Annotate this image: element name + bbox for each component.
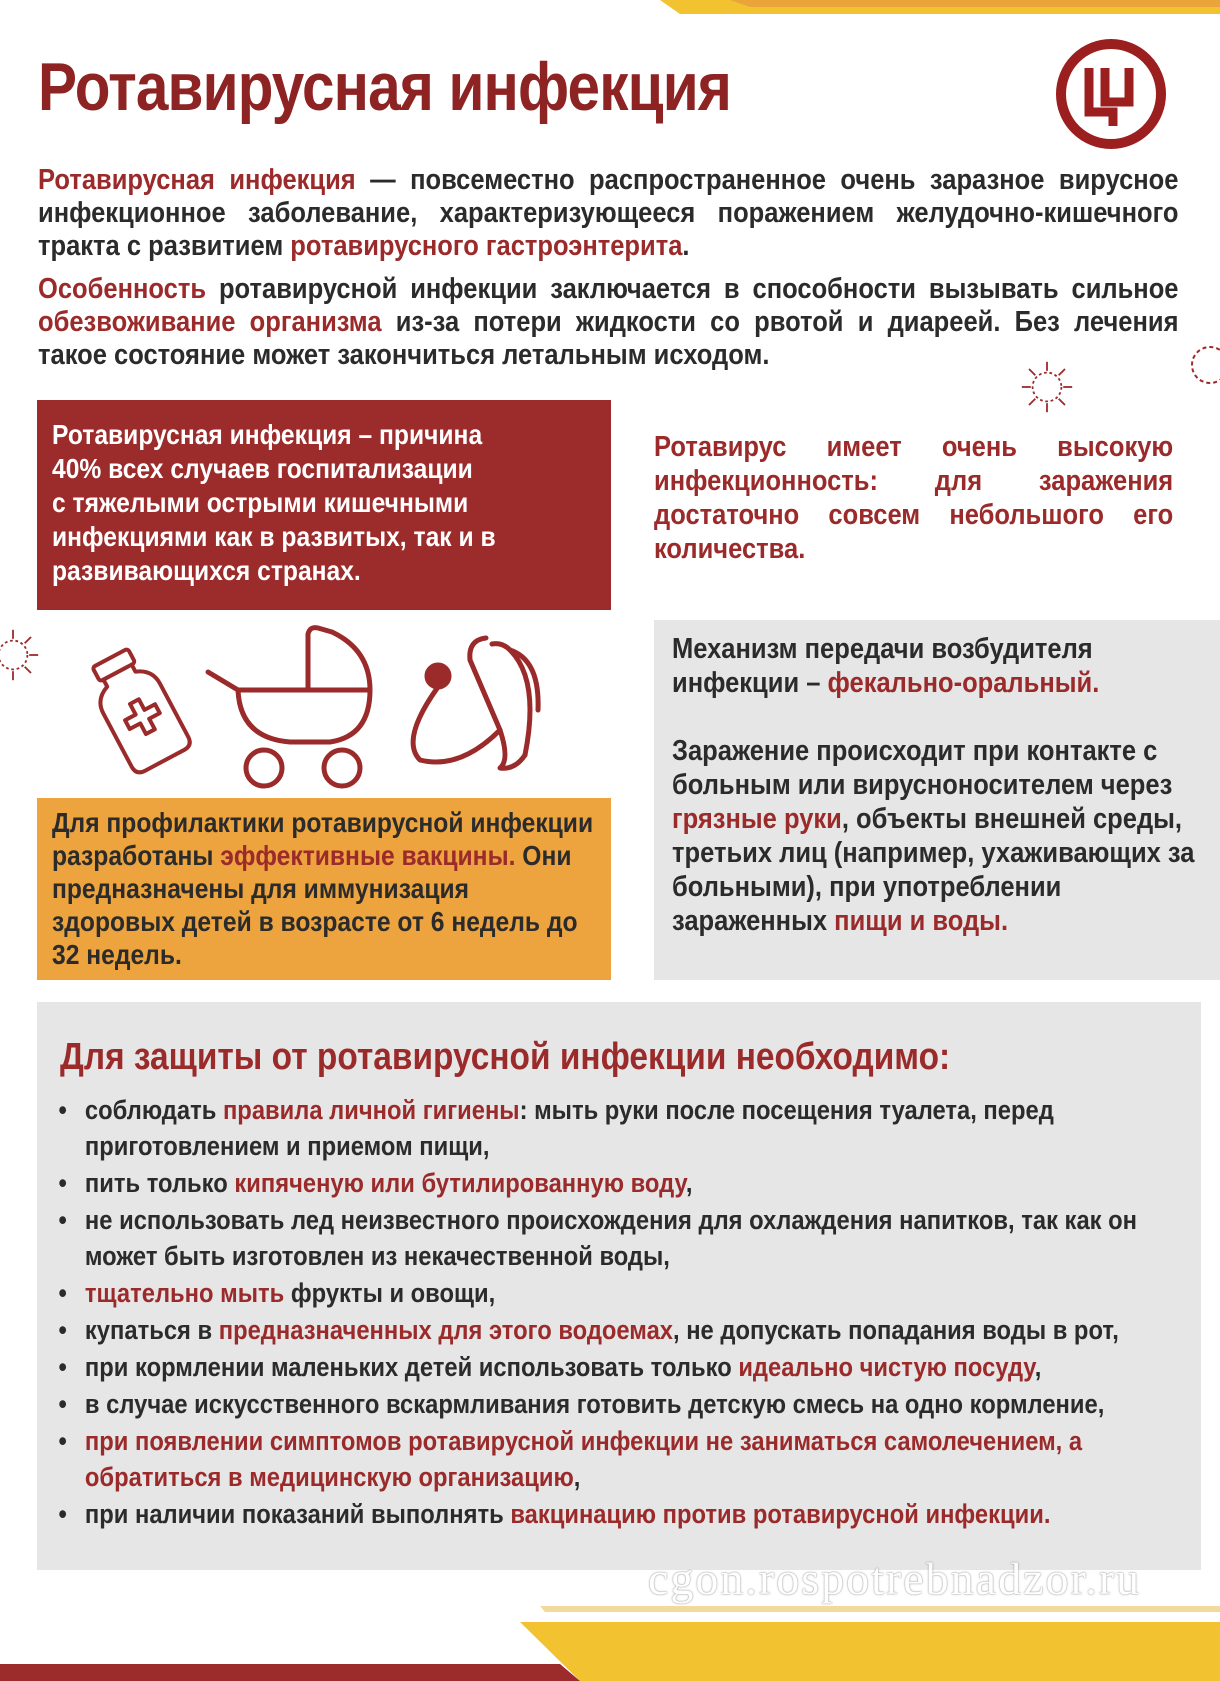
list-item — [55, 1275, 1164, 1311]
text-segment: фрукты и овощи, — [284, 1278, 496, 1308]
list-item — [55, 1386, 1164, 1422]
text-line: Ротавирусная инфекция – причина — [52, 419, 483, 450]
watermark: cgon.rospotrebnadzor.ru — [648, 1553, 1142, 1604]
intro-paragraph-feature — [38, 273, 1178, 372]
text-line: развивающихся странах. — [52, 555, 361, 586]
text-segment: пить только — [84, 1168, 235, 1198]
intro-paragraph-definition — [38, 164, 1178, 263]
text-line: 40% всех случаев госпитализации — [52, 453, 473, 484]
highlighted-text: идеально чистую посуду — [738, 1352, 1035, 1382]
infectivity-text-body: Ротавирус имеет очень высокую инфекционность: для заражения достаточно совсем небольшого его количества. — [654, 431, 1174, 565]
highlighted-text: тщательно мыть — [84, 1278, 285, 1308]
highlighted-text: предназначенных для этого водоемах — [218, 1315, 674, 1345]
text-segment: не использовать лед неизвестного происхождения для охлаждения напитков, так как он может быть изготовлен из некачественной воды, — [84, 1205, 1138, 1271]
medical-icons-row — [70, 620, 590, 790]
highlighted-text: ротавирусного гастроэнтерита — [290, 230, 683, 262]
text-segment: купаться в — [84, 1315, 219, 1345]
text-segment: Механизм передачи возбудителя инфекции – — [672, 633, 1093, 699]
baby-stroller-icon — [208, 628, 370, 786]
text-segment: соблюдать — [84, 1095, 223, 1125]
highlighted-text: фекально-оральный. — [827, 667, 1100, 699]
text-line: с тяжелыми острыми кишечными — [52, 487, 469, 518]
text-segment: : мыть руки после посещения туалета, перед приготовлением и приемом пищи, — [84, 1095, 1054, 1161]
transmission-mechanism-text — [672, 632, 1200, 700]
text-segment: , — [573, 1462, 581, 1492]
list-item — [55, 1496, 1164, 1532]
text-segment: при наличии показаний выполнять — [84, 1499, 511, 1529]
text-segment: Они предназначены для иммунизация здоровых детей в возрасте от 6 недель до 32 недель. — [52, 840, 578, 970]
highlighted-text: Ротавирусная инфекция — [38, 164, 356, 196]
list-item — [55, 1349, 1164, 1385]
text-segment: , не допускать попадания воды в рот, — [673, 1315, 1119, 1345]
page-title: Ротавирусная инфекция — [38, 49, 732, 125]
text-segment: . — [682, 230, 690, 262]
stethoscope-icon — [413, 638, 538, 768]
bottom-stripe-decoration — [0, 1606, 1220, 1681]
highlighted-text: при появлении симптомов ротавирусной инфекции не заниматься самолечением, а обратиться в медицинскую организацию — [84, 1426, 1083, 1492]
hospitalization-fact-text — [52, 418, 598, 588]
virus-icon — [1180, 335, 1220, 395]
text-segment: , — [685, 1168, 693, 1198]
text-segment: в случае искусственного вскармливания готовить детскую смесь на одно кормление, — [84, 1389, 1105, 1419]
rospotrebnadzor-logo — [1055, 38, 1167, 150]
highlighted-text: обезвоживание организма — [38, 306, 382, 338]
infection-route-text — [672, 734, 1200, 938]
highlighted-text: эффективные вакцины. — [220, 840, 516, 871]
text-segment: Заражение происходит при контакте с больным или вирусноносителем через — [672, 735, 1173, 801]
text-segment: при кормлении маленьких детей использовать только — [84, 1352, 739, 1382]
infectivity-text — [654, 430, 1174, 566]
highlighted-text: кипяченую или бутилированную воду — [234, 1168, 686, 1198]
list-item — [55, 1312, 1164, 1348]
list-item — [55, 1092, 1164, 1164]
highlighted-text: Особенность — [38, 273, 207, 305]
virus-icon — [0, 628, 40, 682]
highlighted-text: пищи и воды. — [834, 905, 1009, 937]
medicine-bottle-icon — [82, 643, 193, 775]
text-segment: из-за потери жидкости со рвотой и диареей. Без лечения такое состояние может закончиться летальным исходом. — [38, 306, 1179, 371]
text-segment: , — [1034, 1352, 1042, 1382]
highlighted-text: грязные руки — [672, 803, 842, 835]
top-stripe-decoration — [660, 0, 1220, 14]
text-line: инфекциями как в развитых, так и в — [52, 521, 496, 552]
protection-heading: Для защиты от ротавирусной инфекции необходимо: — [60, 1036, 951, 1078]
vaccine-box — [37, 798, 611, 980]
list-item — [55, 1165, 1164, 1201]
hospitalization-fact-box — [37, 400, 611, 610]
vaccine-text — [52, 806, 598, 971]
list-item — [55, 1202, 1164, 1274]
virus-icon — [1020, 360, 1074, 414]
text-segment: — повсеместно распространенное очень заразное вирусное инфекционное заболевание, характеризующееся поражением желудочно-кишечного тракта с развитием — [38, 164, 1179, 262]
text-segment: ротавирусной инфекции заключается в способности вызывать сильное — [206, 273, 1179, 305]
protection-list — [55, 1092, 1164, 1533]
highlighted-text: правила личной гигиены — [222, 1095, 520, 1125]
text-segment: Для профилактики ротавирусной инфекции разработаны — [52, 807, 594, 871]
transmission-box — [654, 620, 1220, 980]
text-segment: , объекты внешней среды, третьих лиц (например, ухаживающих за больными), при употреблении зараженных — [672, 803, 1195, 937]
highlighted-text: вакцинацию против ротавирусной инфекции. — [510, 1499, 1051, 1529]
list-item — [55, 1423, 1164, 1495]
